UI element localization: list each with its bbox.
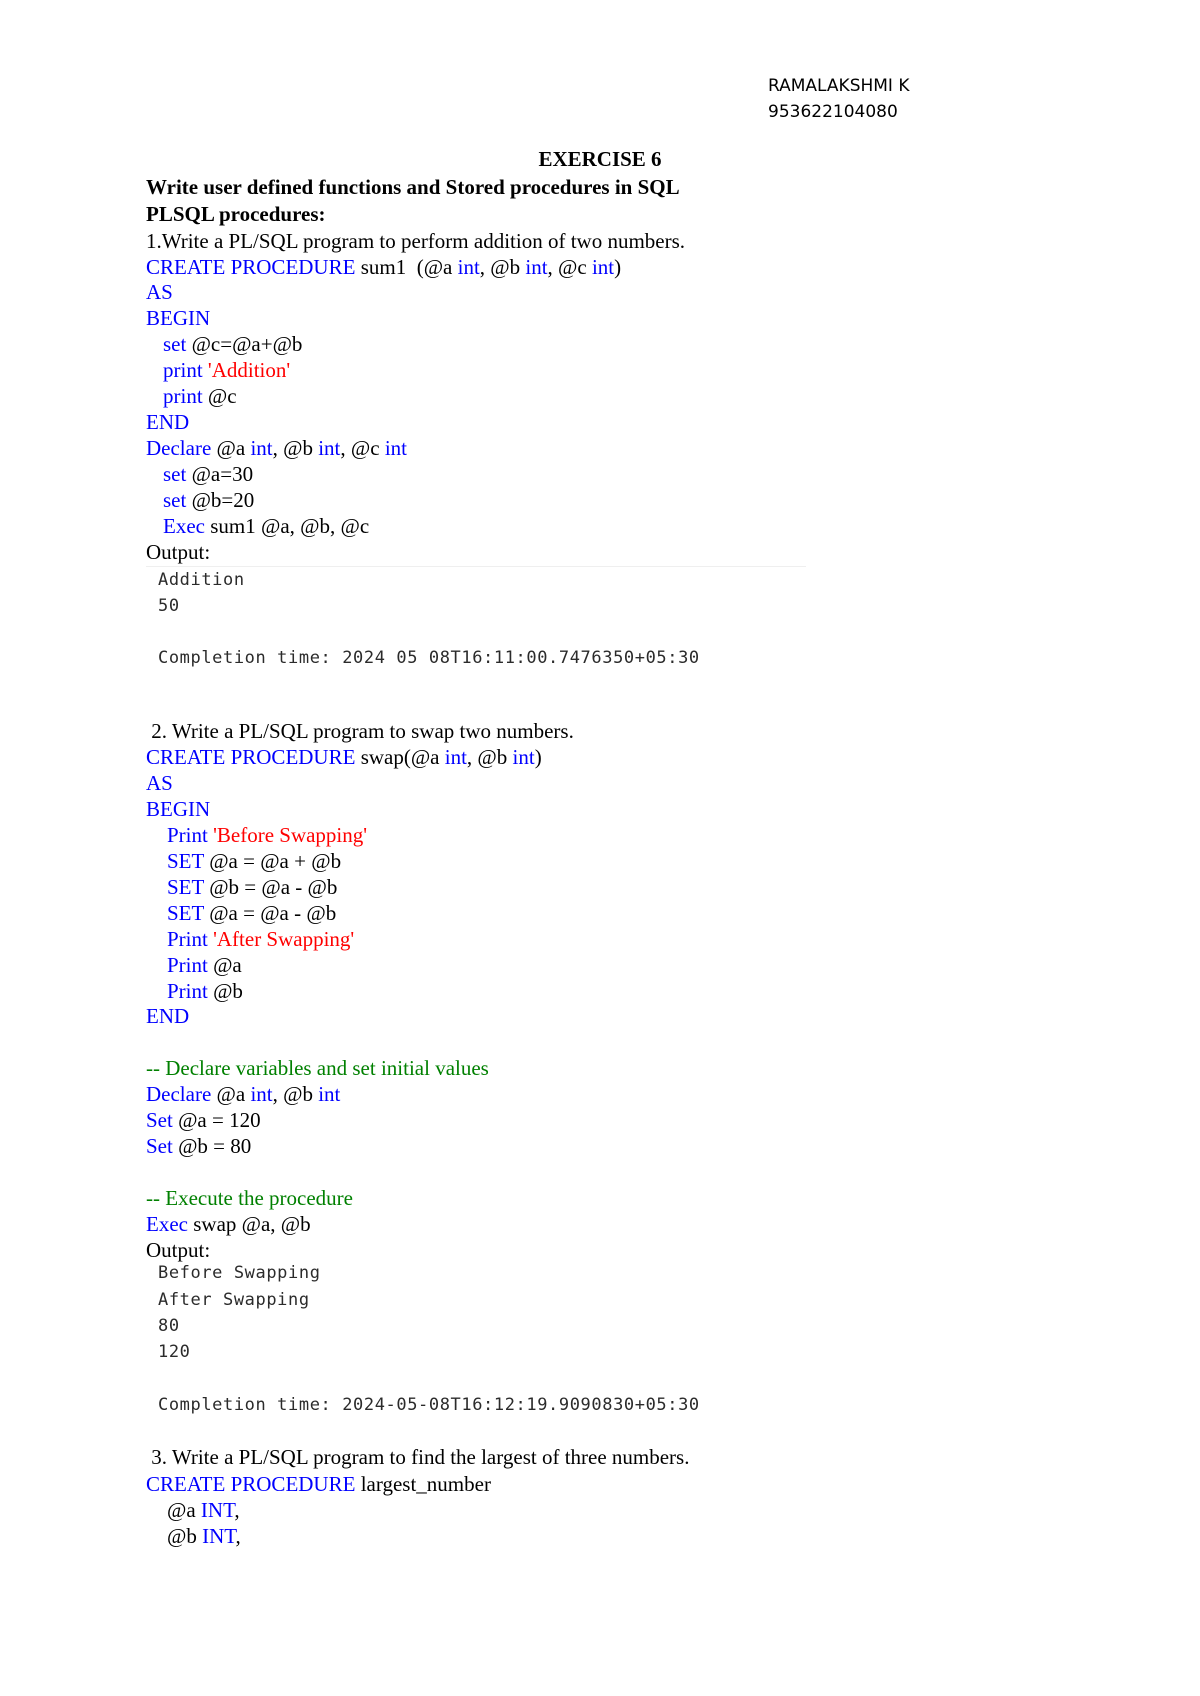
code-text: @a <box>207 953 242 977</box>
code-line <box>163 357 290 383</box>
divider <box>146 566 806 567</box>
code-text: ) <box>614 255 622 279</box>
code-line <box>146 1081 340 1107</box>
keyword: Print <box>167 979 208 1003</box>
output-line: 120 <box>158 1342 191 1362</box>
keyword: int <box>525 255 548 279</box>
code-line: AS <box>146 771 173 795</box>
code-line <box>146 254 621 280</box>
code-text: @a=30 <box>186 462 254 486</box>
code-line <box>167 822 367 848</box>
keyword: Exec <box>146 1212 188 1236</box>
keyword: int <box>457 255 480 279</box>
roll-number: 953622104080 <box>768 102 898 122</box>
keyword: print <box>163 358 203 382</box>
keyword: set <box>163 332 187 356</box>
code-text: @b <box>167 1524 203 1548</box>
keyword: CREATE PROCEDURE <box>146 745 356 769</box>
code-text: @b=20 <box>186 488 255 512</box>
code-text: @a <box>167 1498 201 1522</box>
code-text: @b = @a - @b <box>203 875 338 899</box>
code-text: ) <box>534 745 542 769</box>
question-2: 2. Write a PL/SQL program to swap two numbers. <box>146 719 574 743</box>
code-text: @b = 80 <box>172 1134 252 1158</box>
code-text: @b <box>207 979 243 1003</box>
output-line: Completion time: 2024-05-08T16:12:19.9090830+05:30 <box>158 1395 700 1415</box>
q2-output-screenshot <box>146 1262 806 1415</box>
keyword: Set <box>146 1108 173 1132</box>
output-line: After Swapping <box>158 1290 310 1310</box>
code-text: swap @a, @b <box>187 1212 311 1236</box>
code-line: BEGIN <box>146 306 211 330</box>
keyword: print <box>163 384 203 408</box>
code-line <box>167 1497 240 1523</box>
output-label: Output: <box>146 540 211 564</box>
code-text: , @c <box>340 436 385 460</box>
code-text: sum1 (@a <box>355 255 458 279</box>
keyword: int <box>512 745 535 769</box>
keyword: Declare <box>146 1082 212 1106</box>
q1-output-screenshot <box>146 566 806 678</box>
code-line <box>167 900 336 926</box>
string-literal: 'Addition' <box>202 358 291 382</box>
code-line <box>163 513 369 539</box>
keyword: Print <box>167 823 208 847</box>
student-name: RAMALAKSHMI K <box>768 76 910 96</box>
code-line <box>167 978 243 1004</box>
question-1: 1.Write a PL/SQL program to perform addition of two numbers. <box>146 229 686 253</box>
code-text: , @b <box>272 1082 319 1106</box>
keyword: SET <box>167 875 204 899</box>
output-line: 80 <box>158 1316 180 1336</box>
keyword: int <box>318 1082 341 1106</box>
code-line <box>167 926 354 952</box>
exercise-subtitle: Write user defined functions and Stored procedures in SQL <box>146 175 680 199</box>
section-heading: PLSQL procedures: <box>146 202 326 226</box>
keyword: set <box>163 462 187 486</box>
code-line <box>167 1523 241 1549</box>
code-line <box>146 1133 251 1159</box>
keyword: Print <box>167 927 208 951</box>
code-text: , @b <box>272 436 319 460</box>
code-line <box>146 744 542 770</box>
keyword: Print <box>167 953 208 977</box>
code-line <box>146 435 407 461</box>
output-line: Before Swapping <box>158 1263 321 1283</box>
code-line <box>163 383 237 409</box>
code-text: @a = @a + @b <box>203 849 342 873</box>
code-line <box>167 952 242 978</box>
code-text: @c <box>202 384 237 408</box>
code-line <box>146 1471 491 1497</box>
keyword: CREATE PROCEDURE <box>146 255 356 279</box>
code-text: , <box>234 1498 240 1522</box>
code-text: , @c <box>547 255 592 279</box>
keyword: Declare <box>146 436 212 460</box>
code-text: , @b <box>479 255 526 279</box>
output-line: Completion time: 2024 05 08T16:11:00.7476350+05:30 <box>158 648 700 668</box>
code-line <box>146 1107 261 1133</box>
string-literal: 'After Swapping' <box>207 927 355 951</box>
keyword: CREATE PROCEDURE <box>146 1472 356 1496</box>
output-line: 50 <box>158 596 180 616</box>
keyword: int <box>444 745 467 769</box>
keyword: set <box>163 488 187 512</box>
output-line: Addition <box>158 570 245 590</box>
code-line <box>163 331 302 357</box>
code-line: AS <box>146 280 173 304</box>
code-text: sum1 @a, @b, @c <box>204 514 370 538</box>
keyword: SET <box>167 901 204 925</box>
code-text: , @b <box>466 745 513 769</box>
code-text: @c=@a+@b <box>186 332 303 356</box>
code-text: largest_number <box>355 1472 491 1496</box>
code-text: @a <box>211 1082 251 1106</box>
code-line: END <box>146 1004 190 1028</box>
keyword: INT <box>202 1524 236 1548</box>
code-line: END <box>146 410 190 434</box>
code-text: swap(@a <box>355 745 445 769</box>
keyword: int <box>591 255 615 279</box>
code-text: @a <box>211 436 251 460</box>
code-line <box>167 848 341 874</box>
code-comment: -- Execute the procedure <box>146 1186 353 1210</box>
exercise-title: EXERCISE 6 <box>538 147 662 171</box>
code-comment: -- Declare variables and set initial values <box>146 1056 489 1080</box>
keyword: INT <box>200 1498 235 1522</box>
keyword: int <box>250 436 273 460</box>
code-line <box>163 487 254 513</box>
output-label: Output: <box>146 1238 211 1262</box>
keyword: Exec <box>163 514 205 538</box>
code-line <box>167 874 337 900</box>
code-text: @a = 120 <box>172 1108 261 1132</box>
code-text: @a = @a - @b <box>203 901 337 925</box>
keyword: int <box>318 436 341 460</box>
keyword: Set <box>146 1134 173 1158</box>
string-literal: 'Before Swapping' <box>207 823 368 847</box>
keyword: int <box>384 436 407 460</box>
code-text: , <box>235 1524 241 1548</box>
code-line <box>146 1211 311 1237</box>
code-line: BEGIN <box>146 797 211 821</box>
keyword: int <box>250 1082 273 1106</box>
keyword: SET <box>167 849 204 873</box>
code-line <box>163 461 253 487</box>
question-3: 3. Write a PL/SQL program to find the largest of three numbers. <box>146 1445 690 1469</box>
